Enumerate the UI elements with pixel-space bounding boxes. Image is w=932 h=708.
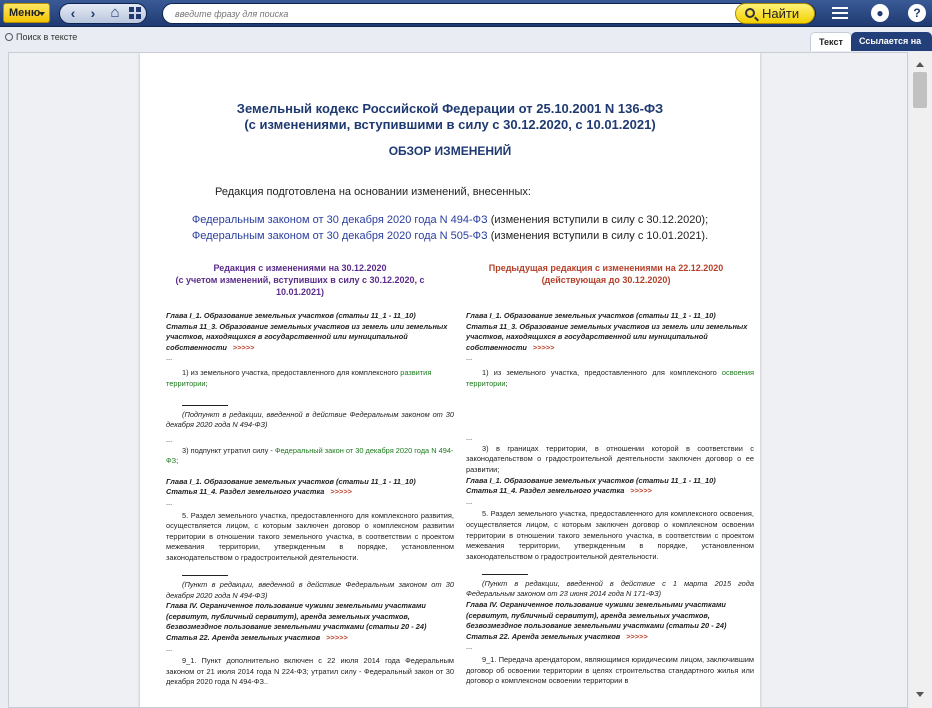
chapter-heading: Глава I_1. Образование земельных участков (статьи 11_1 - 11_10) [466,475,716,485]
hamburger-menu-icon[interactable] [830,4,850,24]
paragraph: 3) в границах территории, в отношении которой в соответствии с законодательством о градостроительной деятельности заключен договор о ее развитии; [466,443,754,474]
article-heading: Статья 11_3. Образование земельных участков из земель или земельных участков, находящихся в государственной или муниципальной собственности >>>>> [166,321,448,352]
search-icon [5,33,13,41]
intro-text: Редакция подготовлена на основании изменений, внесенных: [215,186,531,198]
law-line-1 [140,214,760,226]
divider-short [166,569,454,580]
arrows-link[interactable]: >>>>> [626,631,648,641]
right-column-heading: Предыдущая редакция с изменениями на 22.12.2020 (действующая до 30.12.2020) [488,263,724,285]
arrows-link[interactable]: >>>>> [326,633,348,643]
ellipsis: ... [466,353,473,363]
find-in-text-label: Поиск в тексте [16,32,78,42]
search-box [162,3,816,24]
ellipsis: ... [466,496,473,506]
menu-button[interactable] [3,3,50,23]
edition-note: (Пункт в редакции, введенной в действие Федеральным законом от 30 декабря 2020 года N 494-ФЗ) [166,580,454,600]
paragraph: 9_1. Пункт дополнительно включен с 22 июля 2014 года Федеральным законом от 21 июля 2014 года N 224-ФЗ; утратил силу - Федеральный закон от 30 декабря 2020 года N 494-ФЗ.. [166,656,454,687]
ellipsis: ... [166,497,173,507]
article-heading: Статья 22. Аренда земельных участков >>>>> [466,631,648,641]
law-2-note: (изменения вступили в силу с 10.01.2021). [487,230,709,242]
law-1-note: (изменения вступили в силу с 30.12.2020); [487,214,709,226]
search-icon [745,8,755,18]
chapter-heading: Глава I_1. Образование земельных участков (статьи 11_1 - 11_10) [166,476,416,486]
arrows-link[interactable]: >>>>> [330,487,353,497]
green-law-link[interactable]: Федеральный закон от 30 декабря 2020 года N 494-ФЗ [166,445,454,466]
right-column [466,311,754,687]
help-icon[interactable]: ? [908,4,928,24]
law-link-505[interactable]: Федеральным законом от 30 декабря 2020 года N 505-ФЗ [191,230,488,242]
doc-title-line1: Земельный кодекс Российской Федерации от 25.10.2001 N 136-ФЗ [236,101,664,116]
paragraph: 3) подпункт утратил силу - Федеральный закон от 30 декабря 2020 года N 494-ФЗ; [166,445,454,466]
ellipsis: ... [166,353,173,363]
chapter-heading: Глава IV. Ограниченное пользование чужими земельными участками (сервитут, публичный сервитут), аренда земельных участков, безвозмездное пользование земельными участками (статьи 20 - 24) [466,600,727,631]
find-button[interactable] [735,3,815,24]
paragraph: 5. Раздел земельного участка, предоставленного для комплексного развития, осуществляется лицом, с которым заключен договор о комплексном развитии территории в отношении такого земельного участка, в соответствии с проектом межевания территории, утвержденным в порядке, установленном законодательством о градостроительной деятельности. [166,510,454,562]
article-heading: Статья 22. Аренда земельных участков >>>>> [166,633,348,643]
user-icon[interactable]: ● [871,4,891,24]
scroll-up-icon[interactable] [916,62,924,67]
scroll-thumb[interactable] [913,72,927,108]
find-button-label: Найти [762,6,800,21]
document-page [140,53,760,708]
article-heading: Статья 11_4. Раздел земельного участка >>>>> [466,486,653,496]
vertical-scrollbar[interactable] [909,52,932,708]
back-icon[interactable]: ‹ [70,5,76,21]
edition-note: (Пункт в редакции, введенной в действие с 1 марта 2015 года Федеральным законом от 23 июня 2014 года N 171-ФЗ) [466,578,754,599]
overview-heading: ОБЗОР ИЗМЕНЕНИЙ [388,144,512,158]
ellipsis: ... [466,642,473,652]
divider-short [166,399,454,410]
left-column-heading: Редакция с изменениями на 30.12.2020 (с учетом изменений, вступивших в силу с 30.12.2020, с 10.01.2021) [175,263,425,297]
home-icon[interactable]: ⌂ [110,4,120,21]
edition-note: (Подпункт в редакции, введенной в действие Федеральным законом от 30 декабря 2020 года N 494-ФЗ) [166,409,454,430]
paragraph: 5. Раздел земельного участка, предоставленного для комплексного освоения, осуществляется лицом, с которым заключен договор о комплексном освоении территории в отношении такого земельного участка, в соответствии с проектом межевания территории, утвержденным в порядке, установленном законодательством о градостроительной деятельности. [466,509,754,561]
grid-icon[interactable] [124,4,146,23]
green-changed-text: развития территории [166,367,432,388]
green-changed-text: освоения территории [466,367,754,388]
article-heading: Статья 11_3. Образование земельных участков из земель или земельных участков, находящихся в государственной или муниципальной собственности >>>>> [466,321,748,352]
ellipsis: ... [166,643,173,653]
divider-short [466,568,754,579]
article-heading: Статья 11_4. Раздел земельного участка >>>>> [166,487,353,497]
arrows-link[interactable]: >>>>> [232,342,255,352]
tab-text[interactable]: Текст [810,32,852,51]
paragraph: 9_1. Передача арендатором, являющимся юридическим лицом, заключившим договор об освоении территории в целях строительства стандартного жилья или договор о комплексном освоении территории в [466,655,754,686]
ellipsis: ... [466,433,473,443]
law-line-2 [140,230,760,242]
chapter-heading: Глава IV. Ограниченное пользование чужими земельными участками (сервитут, публичный сервитут), аренда земельных участков, безвозмездное пользование земельными участками (статьи 20 - 24) [166,601,427,632]
caret-down-icon [39,12,45,16]
chapter-heading: Глава I_1. Образование земельных участков (статьи 11_1 - 11_10) [466,311,716,320]
forward-icon[interactable]: › [90,5,96,21]
scroll-down-icon[interactable] [916,692,924,697]
document-viewport[interactable] [8,52,908,708]
arrows-link[interactable]: >>>>> [532,342,555,352]
paragraph: 1) из земельного участка, предоставленного для комплексного освоения территории; [466,367,754,388]
sub-toolbar [0,28,932,50]
menu-button-label: Меню [9,7,41,19]
find-in-text-button[interactable] [5,32,77,42]
paragraph: 1) из земельного участка, предоставленного для комплексного развития территории; [166,367,432,388]
search-input[interactable] [175,6,735,22]
arrows-link[interactable]: >>>>> [630,486,653,496]
ellipsis: ... [166,434,173,444]
chapter-heading: Глава I_1. Образование земельных участков (статьи 11_1 - 11_10) [166,311,416,320]
top-toolbar [0,0,932,27]
left-column [166,311,454,688]
navigation-group [59,3,147,24]
law-link-494[interactable]: Федеральным законом от 30 декабря 2020 года N 494-ФЗ [191,214,488,226]
doc-title-line2: (с изменениями, вступившими в силу с 30.12.2020, с 10.01.2021) [244,117,656,132]
tab-references[interactable]: Ссылается на [851,32,932,51]
